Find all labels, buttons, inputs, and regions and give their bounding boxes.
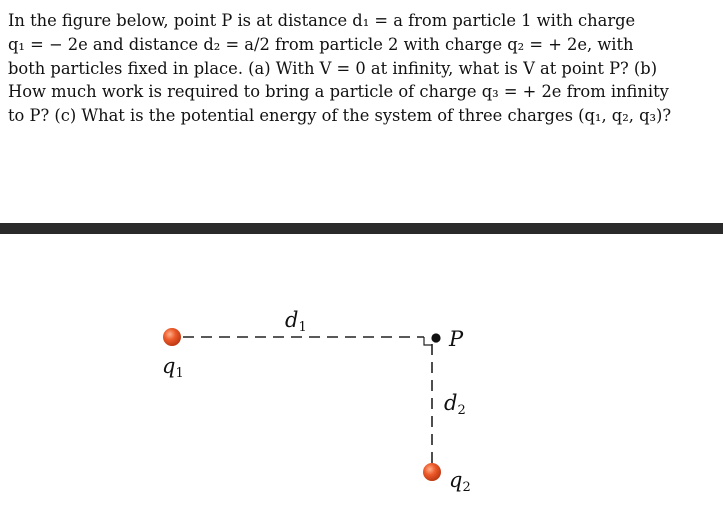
divider-bar: [0, 223, 723, 234]
problem-line-5: to P? (c) What is the potential energy of the system of three charges (q₁, q₂, q₃)?: [8, 106, 672, 126]
problem-line-2: q₁ = − 2e and distance d₂ = a/2 from particle 2 with charge q₂ = + 2e, with: [8, 34, 634, 54]
right-angle-marker: [424, 337, 432, 345]
problem-statement: [8, 9, 713, 128]
particle-1: [163, 328, 181, 346]
p-label: P: [449, 327, 464, 351]
problem-line-3: both particles fixed in place. (a) With V = 0 at infinity, what is V at point P? (b): [8, 58, 658, 78]
problem-line-1: In the figure below, point P is at distance d₁ = a from particle 1 with charge: [8, 11, 636, 30]
particle-2: [423, 463, 441, 481]
q1-label: q1: [162, 354, 184, 381]
point-p-dot: [431, 333, 440, 342]
q2-label: q2: [449, 468, 471, 495]
charge-figure: [0, 234, 723, 524]
problem-line-4: How much work is required to bring a particle of charge q₃ = + 2e from infinity: [8, 82, 669, 102]
d2-label: d2: [444, 391, 466, 418]
d1-label: d1: [285, 308, 307, 335]
